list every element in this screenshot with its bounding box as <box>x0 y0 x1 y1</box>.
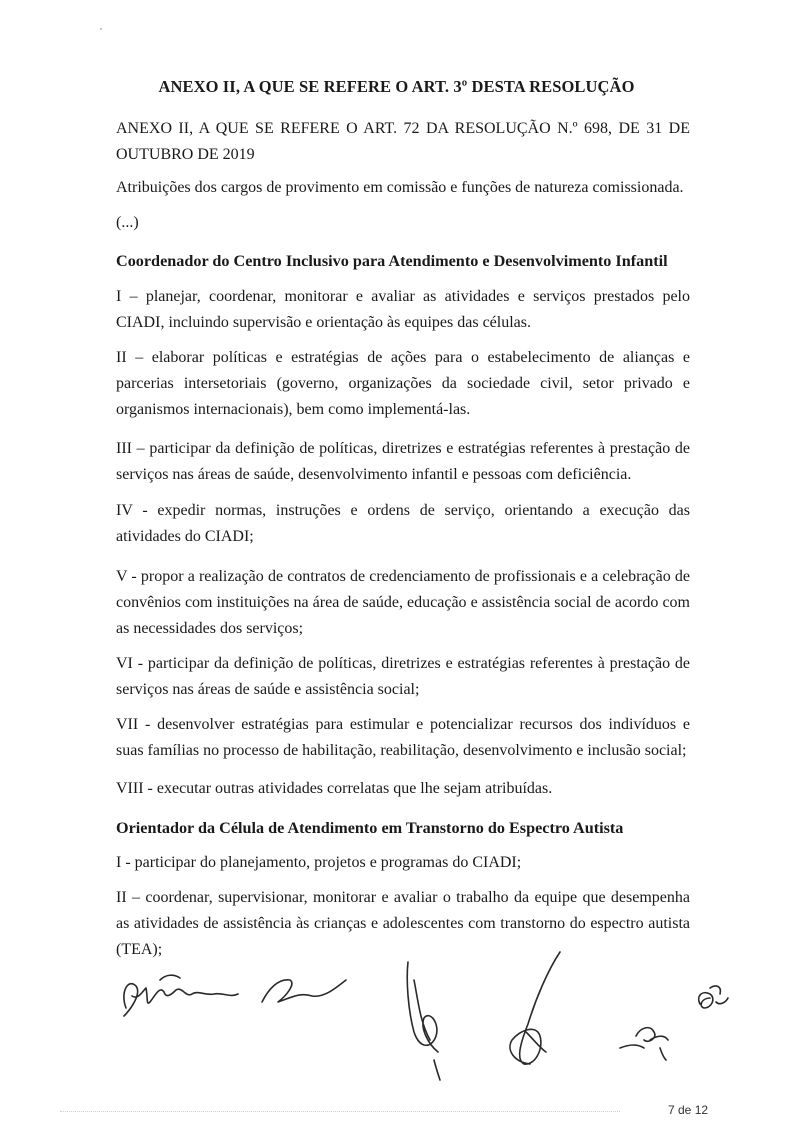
coordenador-item-3: III – participar da definição de políticas, diretrizes e estratégias referentes à prestação de serviços nas áreas de saúde, desenvolvimento infantil e pessoas com deficiência. <box>116 440 690 483</box>
section-heading-coordenador: Coordenador do Centro Inclusivo para Atendimento e Desenvolvimento Infantil <box>116 252 668 270</box>
footer-divider <box>60 1111 620 1112</box>
page-number: 7 de 12 <box>668 1103 709 1117</box>
coordenador-item-8: VIII - executar outras atividades correlatas que lhe sejam atribuídas. <box>116 780 553 797</box>
handwritten-signatures <box>0 940 793 1090</box>
coordenador-item-2: II – elaborar políticas e estratégias de ações para o estabelecimento de alianças e parcerias intersetoriais (governo, organizações da sociedade civil, setor privado e organismos internacionais), bem como implementá-las. <box>116 349 690 418</box>
orientador-item-1: I - participar do planejamento, projetos e programas do CIADI; <box>116 854 522 871</box>
intro-paragraph: Atribuições dos cargos de provimento em comissão e funções de natureza comissionada. <box>116 179 684 196</box>
signatures-area <box>0 940 793 1090</box>
ellipsis-marker: (...) <box>116 214 139 231</box>
coordenador-item-1: I – planejar, coordenar, monitorar e avaliar as atividades e serviços prestados pelo CIADI, incluindo supervisão e orientação às equipes das células. <box>116 288 690 331</box>
section-heading-orientador: Orientador da Célula de Atendimento em Transtorno do Espectro Autista <box>116 819 624 837</box>
coordenador-item-4: IV - expedir normas, instruções e ordens de serviço, orientando a execução das atividades do CIADI; <box>116 502 690 545</box>
document-subtitle: ANEXO II, A QUE SE REFERE O ART. 72 DA RESOLUÇÃO N.º 698, DE 31 DE OUTUBRO DE 2019 <box>116 120 690 163</box>
document-title: ANEXO II, A QUE SE REFERE O ART. 3º DESTA RESOLUÇÃO <box>158 77 635 96</box>
coordenador-item-7: VII - desenvolver estratégias para estimular e potencializar recursos dos indivíduos e suas famílias no processo de habilitação, reabilitação, desenvolvimento e inclusão social; <box>116 716 690 759</box>
coordenador-item-6: VI - participar da definição de políticas, diretrizes e estratégias referentes à prestação de serviços nas áreas de saúde e assistência social; <box>116 655 690 698</box>
orientador-item-2: II – coordenar, supervisionar, monitorar e avaliar o trabalho da equipe que desempenha as atividades de assistência às crianças e adolescentes com transtorno do espectro autista (TEA); <box>116 889 690 958</box>
coordenador-item-5: V - propor a realização de contratos de credenciamento de profissionais e a celebração de convênios com instituições na área de saúde, educação e assistência social de acordo com as necessidades dos serviços; <box>116 568 690 637</box>
scan-speck <box>100 28 102 30</box>
